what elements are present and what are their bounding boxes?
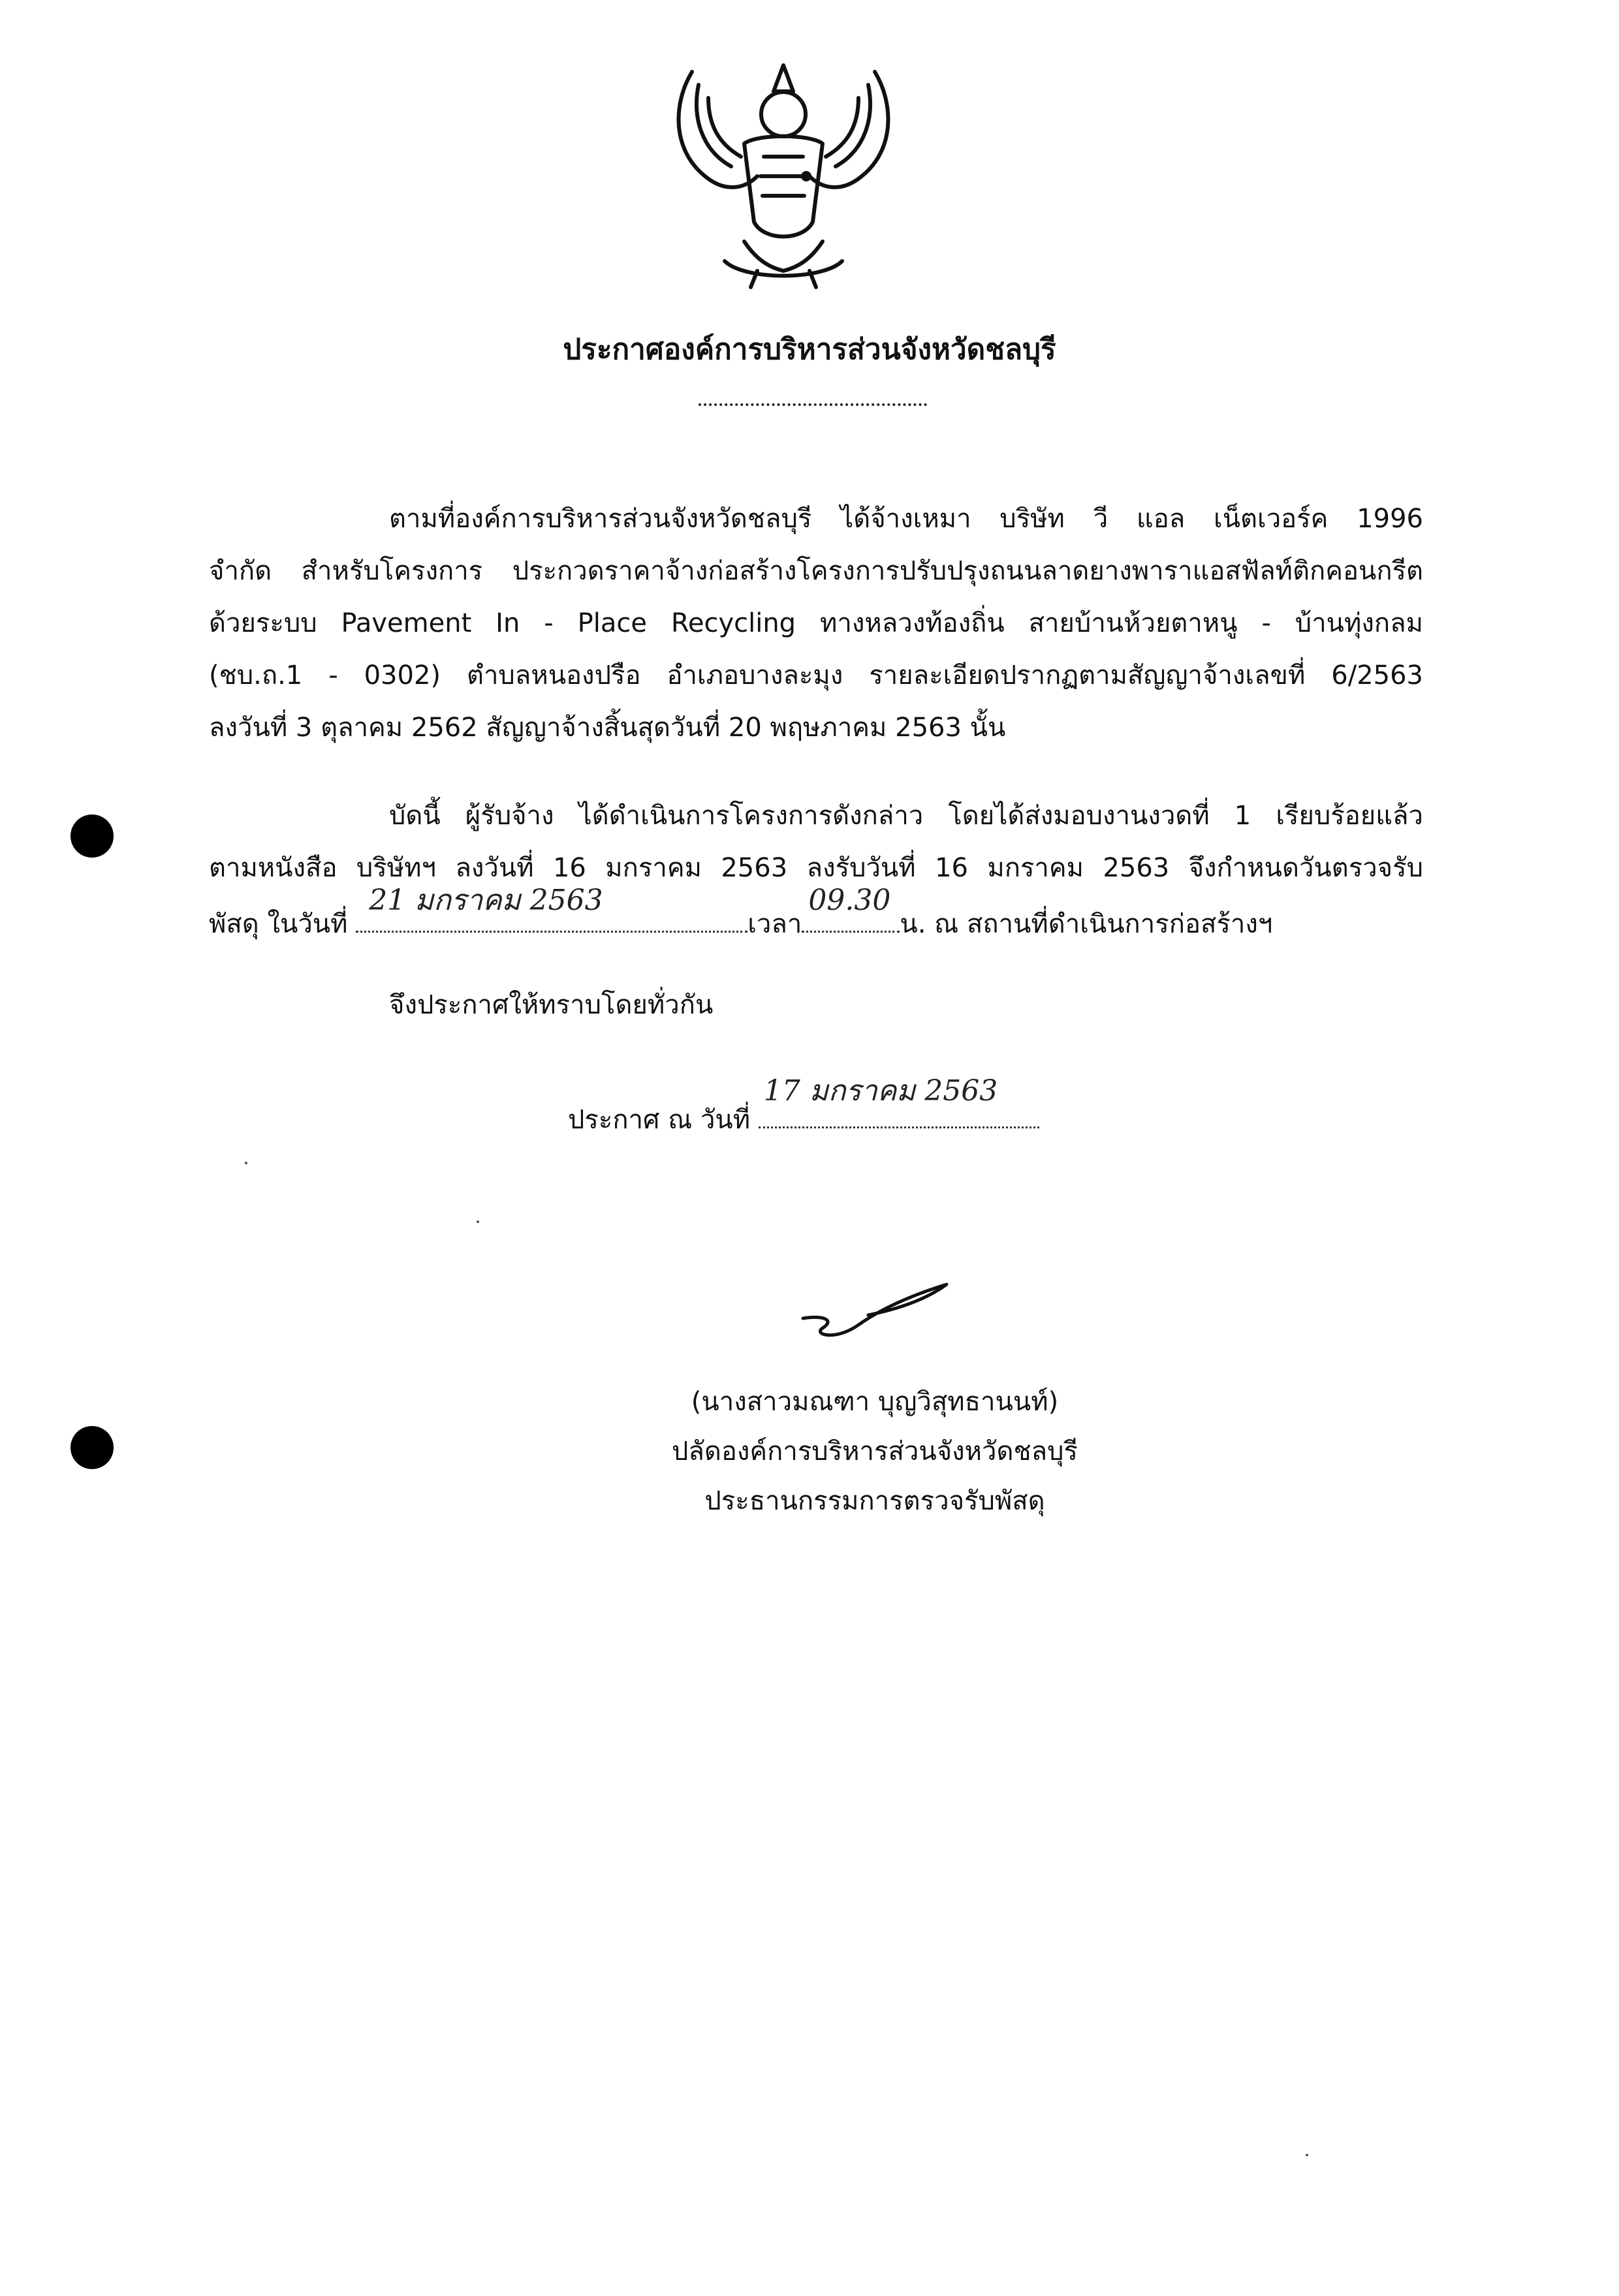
- signatory-name: (นางสาวมณฑา บุญวิสุทธานนท์): [691, 1387, 1059, 1417]
- inspection-date-field: [356, 884, 747, 933]
- announcement-date-handwritten: 17 มกราคม 2563: [763, 1074, 998, 1108]
- announcement-title: ประกาศองค์การบริหารส่วนจังหวัดชลบุรี: [563, 333, 1056, 366]
- inspection-date-label: พัสดุ ในวันที่: [209, 909, 348, 939]
- inspection-time-handwritten: 09.30: [808, 884, 891, 917]
- paragraph1-line4: (ชบ.ถ.1 - 0302) ตำบลหนองปรือ อำเภอบางละมุง รายละเอียดปรากฏตามสัญญาจ้างเลขที่ 6/2563: [209, 660, 1423, 690]
- signatory-position: ปลัดองค์การบริหารส่วนจังหวัดชลบุรี: [671, 1436, 1078, 1466]
- garuda-emblem: [646, 46, 920, 294]
- paragraph3-text: จึงประกาศให้ทราบโดยทั่วกัน: [389, 990, 714, 1020]
- inspection-date-handwritten: 21 มกราคม 2563: [369, 884, 603, 917]
- scan-speck: [1306, 2154, 1308, 2156]
- paragraph2-line2: ตามหนังสือ บริษัทฯ ลงวันที่ 16 มกราคม 2563 ลงรับวันที่ 16 มกราคม 2563 จึงกำหนดวันตรวจรับ: [209, 853, 1423, 883]
- punch-hole-top: [71, 814, 114, 858]
- announcement-date-label: ประกาศ ณ วันที่: [568, 1105, 751, 1135]
- handwritten-signature: [796, 1279, 953, 1351]
- signature-block: [561, 1377, 1188, 1526]
- scan-speck: [477, 1220, 479, 1223]
- title-dotted-rule: [699, 403, 927, 406]
- inspection-location: น. ณ สถานที่ดำเนินการก่อสร้างฯ: [900, 909, 1273, 939]
- paragraph1-line1: ตามที่องค์การบริหารส่วนจังหวัดชลบุรี ได้จ้างเหมา บริษัท วี แอล เน็ตเวอร์ค 1996: [389, 504, 1423, 534]
- paragraph1-line2: จำกัด สำหรับโครงการ ประกวดราคาจ้างก่อสร้างโครงการปรับปรุงถนนลาดยางพาราแอสฟัลท์ติกคอนกรีต: [209, 556, 1423, 586]
- paragraph1-line3: ด้วยระบบ Pavement In - Place Recycling ทางหลวงท้องถิ่น สายบ้านห้วยตาหนู - บ้านทุ่งกลม: [209, 608, 1423, 638]
- paragraph2-line3: [209, 884, 1423, 950]
- scan-speck: [245, 1162, 247, 1164]
- punch-hole-bottom: [71, 1426, 114, 1469]
- signatory-role: ประธานกรรมการตรวจรับพัสดุ: [704, 1486, 1045, 1516]
- paragraph2-line1: บัดนี้ ผู้รับจ้าง ได้ดำเนินการโครงการดังกล่าว โดยได้ส่งมอบงานงวดที่ 1 เรียบร้อยแล้ว: [389, 801, 1423, 831]
- paragraph1-line5: ลงวันที่ 3 ตุลาคม 2562 สัญญาจ้างสิ้นสุดวันที่ 20 พฤษภาคม 2563 นั้น: [209, 713, 1006, 743]
- paragraph-inspection: [209, 790, 1423, 950]
- announcement-date-field: [759, 1074, 1039, 1128]
- inspection-time-field: [802, 884, 900, 933]
- paragraph-contract-details: [209, 493, 1423, 754]
- announcement-date-line: [568, 1074, 1286, 1146]
- paragraph-notice: [209, 979, 1423, 1031]
- inspection-time-label: เวลา: [747, 909, 802, 939]
